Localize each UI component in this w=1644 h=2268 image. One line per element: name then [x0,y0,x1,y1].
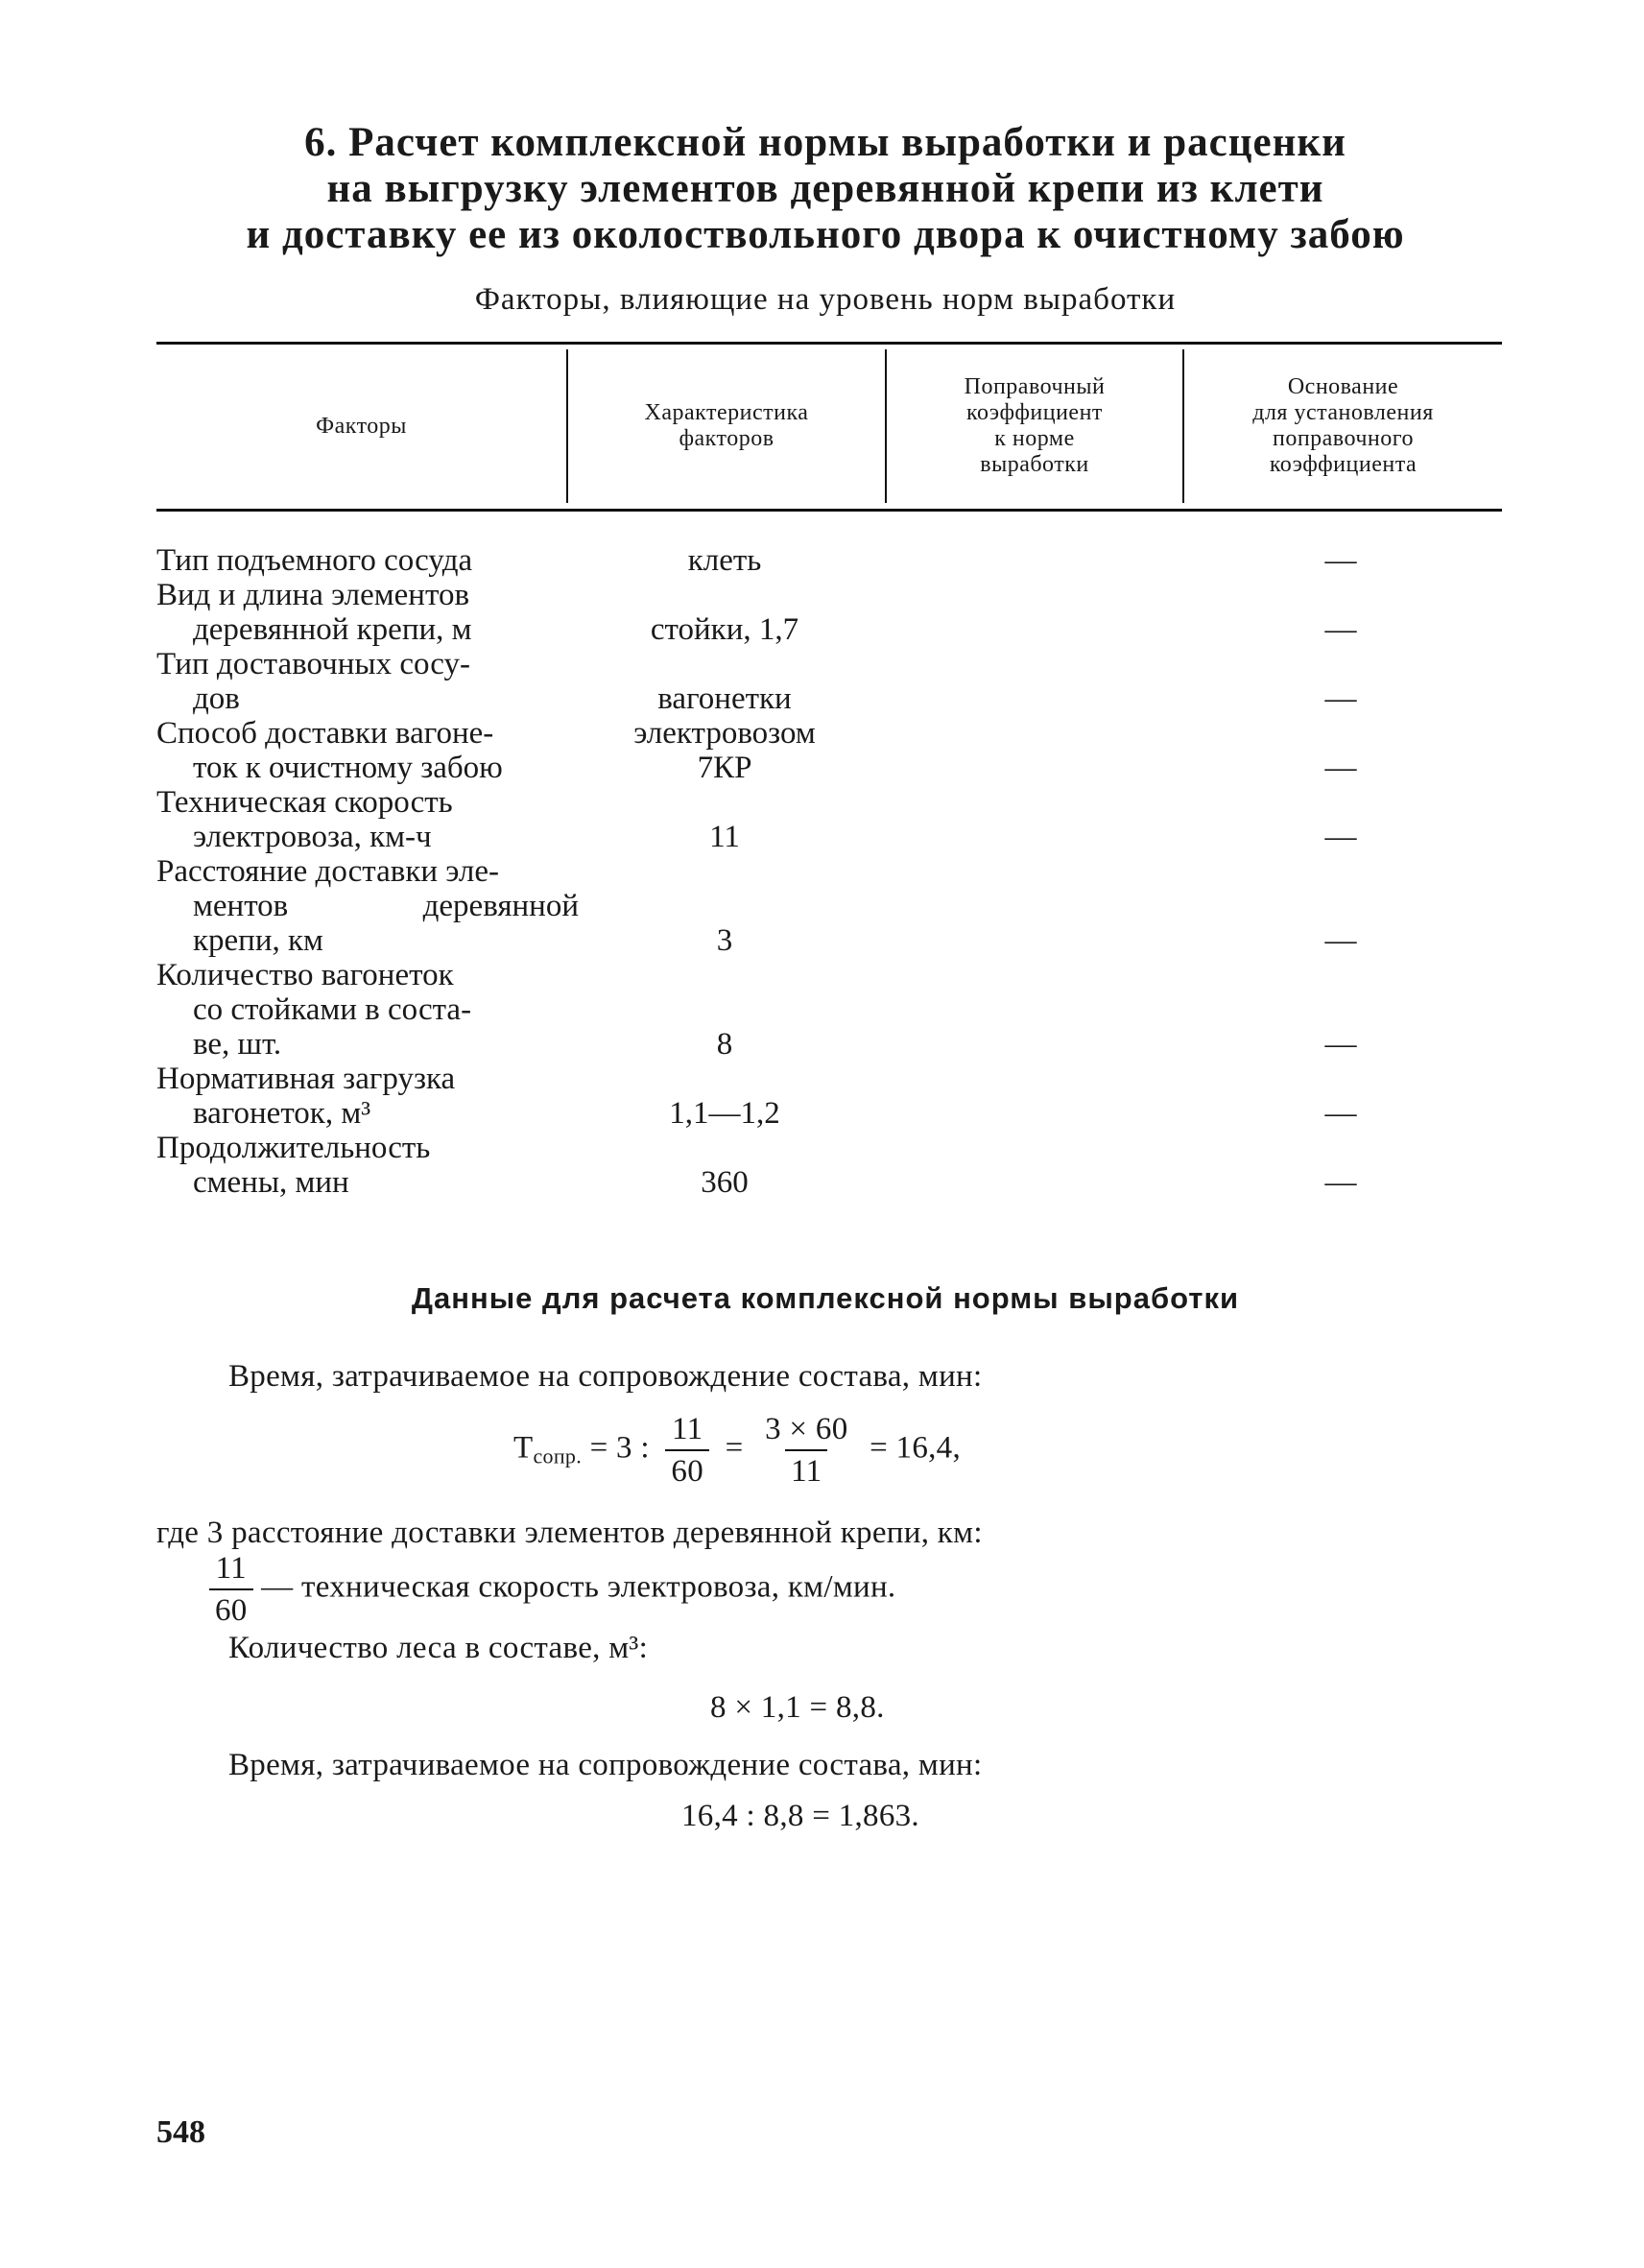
calc-paragraph: Время, затрачиваемое на сопровождение состава, мин: [228,1748,983,1782]
table-row-basis: — [1324,681,1357,716]
title-line: и доставку ее из околоствольного двора к очистному забою [246,212,1405,257]
header-coefficient: Поправочный коэффициент к норме выработки [964,374,1106,477]
formula-result: 16,4 : 8,8 = 1,863. [681,1799,919,1833]
table-row-value: 11 [709,820,740,854]
table-row-factor: Способ доставки вагоне- ток к очистному забою [156,716,503,785]
table-row-value: 8 [716,1027,733,1062]
table-row-basis: — [1324,923,1357,958]
page-number: 548 [156,2114,205,2150]
section-title: Данные для расчета комплексной нормы выработки [411,1281,1240,1315]
table-row-value: 1,1—1,2 [669,1096,780,1131]
table-row-value: 3 [716,923,733,958]
where-text: где 3 расстояние доставки элементов деревянной крепи, км: [156,1516,983,1550]
header-factors: Факторы [316,413,407,439]
table-row-basis: — [1324,1165,1357,1200]
table-row-basis: — [1324,820,1357,854]
table-row-value: 360 [701,1165,749,1200]
table-row-value: электровозом 7КР [633,716,816,785]
table-row-factor: Тип подъемного сосуда [156,543,473,578]
table-row-basis: — [1324,1027,1357,1062]
calc-paragraph: Время, затрачиваемое на сопровождение состава, мин: [228,1359,983,1394]
table-header-rule [156,509,1502,512]
table-row-value: стойки, 1,7 [650,612,799,647]
table-row-factor: Продолжительность смены, мин [156,1131,431,1200]
table-row-basis: — [1324,751,1357,785]
calc-paragraph: Количество леса в составе, м³: [228,1631,649,1665]
table-row-value: клеть [687,543,762,578]
title-line: 6. Расчет комплексной нормы выработки и расценки [304,120,1346,165]
table-row-basis: — [1324,543,1357,578]
table-caption: Факторы, влияющие на уровень норм выработки [474,282,1177,317]
table-row-factor: Вид и длина элементов деревянной крепи, м [156,578,472,647]
table-row-factor: Тип доставочных сосу- дов [156,647,470,716]
formula-volume: 8 × 1,1 = 8,8. [710,1690,885,1725]
table-row-value: вагонетки [657,681,792,716]
formula-time: $T_{сопр.} = 3$ : $\frac{11}{60}$ = $\frac{3 \times 60}{11}$ = 16,4, [513,1412,962,1489]
table-top-rule [156,342,1502,345]
table-row-factor: Техническая скорость электровоза, км-ч [156,785,453,854]
table-row-factor: Нормативная загрузка вагонеток, м³ [156,1062,456,1131]
table-row-basis: — [1324,612,1357,647]
table-row-factor: Расстояние доставки эле- ментов деревянной крепи, км [156,854,579,958]
title-line: на выгрузку элементов деревянной крепи из клети [326,166,1324,211]
header-basis: Основание для установления поправочного коэффициента [1252,374,1434,477]
page-title [154,120,1497,258]
table-row-basis: — [1324,1096,1357,1131]
table-row-factor: Количество вагонеток со стойками в соста- ве, шт. [156,958,472,1062]
speed-explanation: $\frac{11}{60}$ — техническая скорость электровоза, км/мин. [209,1550,895,1629]
header-characteristic: Характеристика факторов [644,400,809,451]
